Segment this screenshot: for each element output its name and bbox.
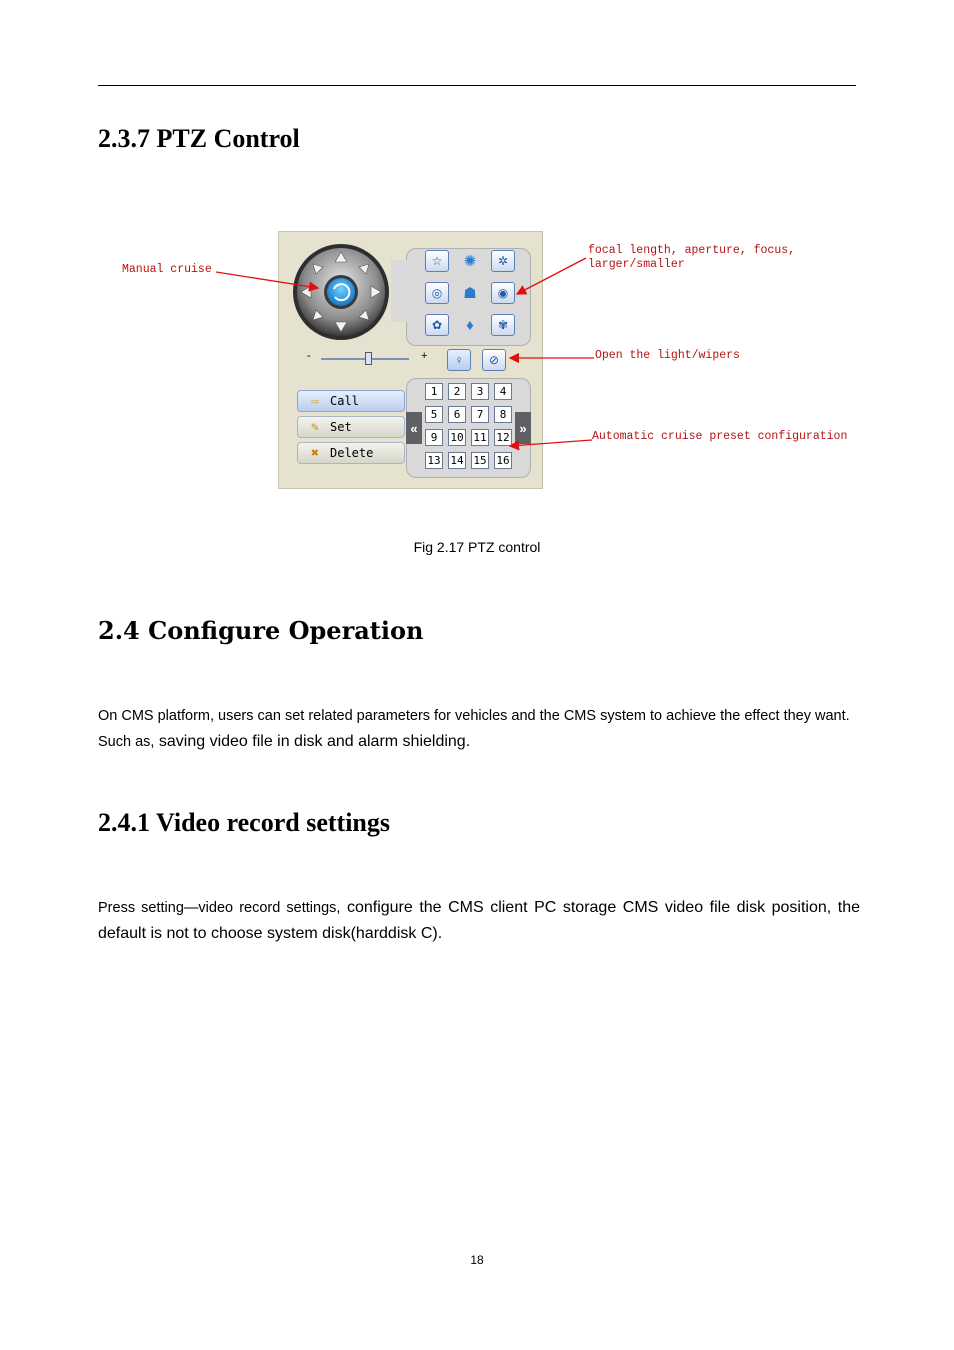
light-icon[interactable]: ♀ — [447, 349, 471, 371]
wiper-icon[interactable]: ⊘ — [482, 349, 506, 371]
preset-9-button[interactable]: 9 — [425, 429, 443, 446]
preset-10-button[interactable]: 10 — [448, 429, 466, 446]
page-number: 18 — [470, 1253, 484, 1267]
preset-2-button[interactable]: 2 — [448, 383, 466, 400]
preset-3-button[interactable]: 3 — [471, 383, 489, 400]
preset-12-button[interactable]: 12 — [494, 429, 512, 446]
preset-next-page[interactable]: » — [515, 412, 531, 444]
preset-15-button[interactable]: 15 — [471, 452, 489, 469]
delete-x-icon: ✖ — [311, 445, 319, 461]
slider-plus-label: + — [421, 350, 428, 362]
arrow-right-icon: ⇨ — [311, 393, 319, 409]
annotation-arrows — [0, 0, 954, 500]
video-settings-paragraph: Press setting—video record settings, configure the CMS client PC storage CMS video file disk position, the default is not to choose system disk(harddisk C). — [98, 899, 860, 942]
preset-4-button[interactable]: 4 — [494, 383, 512, 400]
preset-5-button[interactable]: 5 — [425, 406, 443, 423]
preset-6-button[interactable]: 6 — [448, 406, 466, 423]
annotation-preset-config: Automatic cruise preset configuration — [592, 430, 848, 443]
pencil-icon: ✎ — [311, 419, 319, 435]
preset-7-button[interactable]: 7 — [471, 406, 489, 423]
call-label: Call — [330, 394, 359, 408]
preset-1-button[interactable]: 1 — [425, 383, 443, 400]
focus-far-icon[interactable]: ◉ — [491, 282, 515, 304]
section-heading-configure-operation: 2.4 Configure Operation — [98, 616, 424, 645]
figure-caption: Fig 2.17 PTZ control — [413, 539, 541, 555]
focus-icon[interactable]: ☗ — [463, 285, 477, 302]
arrow-preset — [510, 440, 592, 446]
configure-paragraph: On CMS platform, users can set related parameters for vehicles and the CMS system to achieve the effect they want. Such as, saving video file in disk and alarm shielding. — [98, 708, 850, 750]
section-heading-ptz-control: 2.3.7 PTZ Control — [98, 124, 300, 153]
preset-13-button[interactable]: 13 — [425, 452, 443, 469]
zoom-in-icon[interactable]: ☆ — [425, 250, 449, 272]
brightness-up-icon[interactable]: ✲ — [491, 250, 515, 272]
arrow-focal — [517, 258, 586, 294]
aperture-icon[interactable]: ✺ — [463, 253, 477, 270]
delete-label: Delete — [330, 446, 374, 460]
preset-11-button[interactable]: 11 — [471, 429, 489, 446]
iris-open-icon[interactable]: ✾ — [491, 314, 515, 336]
preset-prev-page[interactable]: « — [406, 412, 422, 444]
annotation-focal-line2: larger/smaller — [588, 258, 685, 271]
annotation-light-wipers: Open the light/wipers — [595, 349, 740, 362]
focus-near-icon[interactable]: ◎ — [425, 282, 449, 304]
iris-icon[interactable]: ♦ — [466, 316, 474, 334]
slider-minus-label: - — [307, 350, 311, 362]
preset-16-button[interactable]: 16 — [494, 452, 512, 469]
annotation-manual-cruise: Manual cruise — [122, 263, 212, 276]
iris-close-icon[interactable]: ✿ — [425, 314, 449, 336]
arrow-manual-cruise — [216, 272, 318, 288]
set-label: Set — [330, 420, 352, 434]
annotation-focal-line1: focal length, aperture, focus, — [588, 244, 796, 257]
preset-8-button[interactable]: 8 — [494, 406, 512, 423]
section-heading-video-record: 2.4.1 Video record settings — [98, 808, 390, 837]
preset-14-button[interactable]: 14 — [448, 452, 466, 469]
